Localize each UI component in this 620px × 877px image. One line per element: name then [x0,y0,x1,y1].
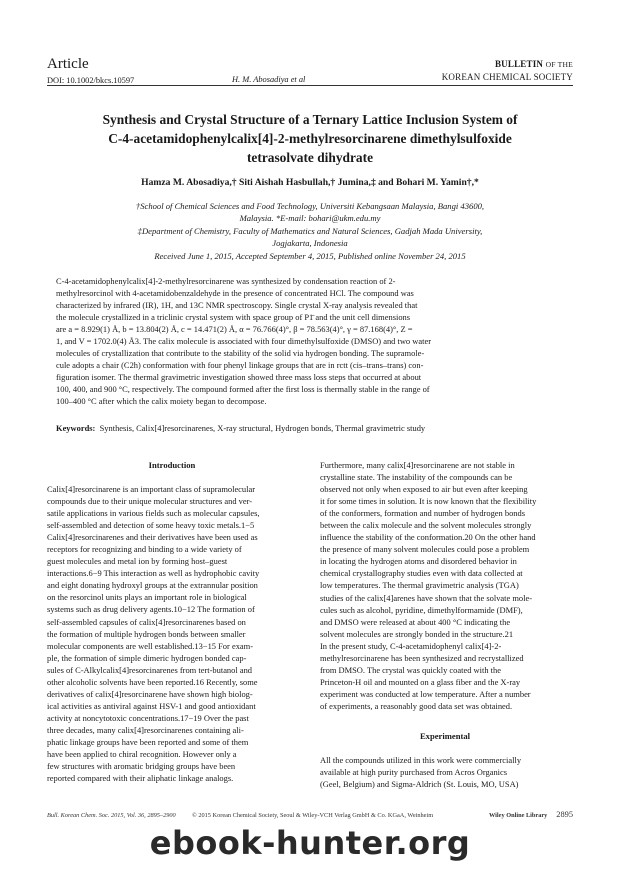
body-line: between the calix molecule and the solvent molecules strongly [320,520,532,531]
affiliation-line: ‡Department of Chemistry, Faculty of Mathematics and Natural Sciences, Gadjah Mada University, [137,226,483,236]
body-line: Princeton-H oil and mounted on a glass fiber and the X-ray [320,676,521,687]
footer-journal-citation: Bull. Korean Chem. Soc. 2015, Vol. 36, 2895–2900 [47,812,176,819]
body-line: available at high purity purchased from Acros Organics [320,767,508,778]
journal-bulletin [442,59,573,69]
abstract-line: 1, and V = 1702.0(4) Å3. The calix molecule is associated with four dimethylsulfoxide (DMSO) and two water [56,336,431,347]
abstract-line: 100, 400, and 900 °C, respectively. The compound formed after the first loss is thermally stable in the range of [56,384,430,395]
body-line: Furthermore, many calix[4]resorcinarene are not stable in [320,460,515,470]
body-line: interactions.6−9 This interaction as well as hydrophobic cavity [47,568,260,579]
paper-title [47,110,573,167]
affiliation-line: Jogjakarta, Indonesia [272,238,348,249]
received-dates: Received June 1, 2015, Accepted September 4, 2015, Published online November 24, 2015 [154,251,466,261]
title-line: C-4-acetamidophenylcalix[4]-2-methylresorcinarene dimethylsulfoxide [108,131,512,146]
running-author: H. M. Abosadiya et al [232,75,306,84]
body-line: receptors for recognizing and binding to a wide variety of [47,544,242,555]
header-left [47,56,134,85]
affiliation-2 [47,225,573,250]
body-line: self-assembled capsules of calix[4]resorcinarenes based on [47,616,246,627]
body-line: from DMSO. The crystal was quickly coated with the [320,664,501,675]
body-line: Calix[4]resorcinarenes and their derivatives have been used as [47,532,258,543]
abstract-line: cule adopts a chair (C2h) conformation with four phenyl linkage groups that are in rctt (cis–trans–trans) con- [56,360,424,371]
body-line: In the present study, C-4-acetamidophenyl calix[4]-2- [320,640,502,651]
left-column [47,459,297,784]
body-line: on the resorcinol units plays an important role in biological [47,592,247,603]
body-line: self-assembled and detection of some heavy toxic metals.1−5 [47,520,255,531]
body-line: of experiments, a reasonably good data set was obtained. [320,700,513,711]
abstract-line: are a = 8.929(1) Å, b = 13.804(2) Å, c = 14.471(2) Å, α = 76.766(4)°, β = 78.563(4)°, γ = 87.168(4)°, Z = [56,324,413,335]
abstract-line: figuration isomer. The thermal gravimetric investigation showed three mass loss steps that occurred at about [56,372,422,383]
header-divider [47,85,573,86]
right-column [320,459,570,790]
footer-wiley-online-library: Wiley Online Library [489,812,548,819]
body-line: All the compounds utilized in this work were commercially [320,754,522,765]
body-line: Calix[4]resorcinarene is an important class of supramolecular [47,484,256,494]
section-gap [320,712,570,730]
keywords-list: Synthesis, Calix[4]resorcinarenes, X-ray structural, Hydrogen bonds, Thermal gravimetric study [99,423,426,433]
body-line: cules such as alcohol, pyridine, dimethylformamide (DMF), [320,604,523,615]
body-line: and eight donating hydroxyl groups at the extrannular position [47,580,258,591]
body-line: derivatives of calix[4]resorcinarene have shown high biolog- [47,688,253,699]
body-line: molecular components are well established.13−15 For exam- [47,640,254,651]
body-line: solvent molecules are strongly bonded in the structure.21 [320,628,514,639]
abstract-line: the molecule crystallized in a triclinic crystal system with space group of P1̄ and the unit cell dimensions [56,312,411,323]
keywords-label: Keywords: [56,423,96,433]
affiliation-line: †School of Chemical Sciences and Food Technology, Universiti Kebangsaan Malaysia, Bangi 43600, [135,201,485,211]
abstract-line: C-4-acetamidophenylcalix[4]-2-methylresorcinarene was synthesized by condensation reaction of 2- [56,276,396,286]
body-line: crystalline state. The instability of the compounds can be [320,472,513,483]
abstract-line: methylresorcinol with 4-acetamidobenzaldehyde in the presence of concentrated HCl. The compound was [56,288,414,299]
body-line: few structures with aromatic bridging groups have been [47,761,236,772]
body-line: methylresorcinarene has been synthesized and recrystallized [320,652,524,663]
abstract-line: 100–400 °C after which the calix moiety began to decompose. [56,396,267,407]
keywords [56,423,566,433]
body-line: other alcoholic solvents have been reported.16 Recently, some [47,676,258,687]
abstract [56,275,566,408]
body-line: the formation of multiple hydrogen bonds between smaller [47,628,246,639]
body-line: influence the stability of the conformation.20 On the other hand [320,532,536,543]
body-line: compounds due to their unique molecular structures and ver- [47,496,253,507]
journal-society: KOREAN CHEMICAL SOCIETY [441,72,573,82]
body-line: the presence of many solvent molecules could pose a problem [320,544,530,555]
affiliation-line: Malaysia. *E-mail: bohari@ukm.edu.my [239,213,381,224]
footer-copyright: © 2015 Korean Chemical Society, Seoul & Wiley-VCH Verlag GmbH & Co. KGaA, Weinheim [192,812,434,819]
body-line: sules of C-Alkylcalix[4]resorcinarenes from tert-butanol and [47,664,253,675]
article-type-label: Article [47,56,89,72]
body-line: low temperatures. The thermal gravimetric analysis (TGA) [320,580,519,591]
section-heading-experimental: Experimental [419,730,471,741]
body-line: three decades, many calix[4]resorcinarenes containing ali- [47,724,244,735]
body-line: reported compared with their aliphatic linkage analogs. [47,773,234,784]
body-line: systems such as drug delivery agents.10−12 The formation of [47,604,255,615]
abstract-line: characterized by infrared (IR), 1H, and 13C NMR spectroscopy. Single crystal X-ray analysis revealed that [56,300,418,311]
body-line: chemical crystallography studies even with data collected at [320,568,523,579]
body-line: (Geel, Belgium) and Sigma-Aldrich (St. Louis, MO, USA) [320,779,519,790]
body-line: of the conformers, formation and number of hydrogen bonds [320,508,526,519]
body-line: phatic linkage groups have been reported and some of them [47,736,249,747]
title-line: Synthesis and Crystal Structure of a Ternary Lattice Inclusion System of [102,112,518,127]
body-line: it for some times in solution. It is now known that the flexibility [320,496,537,507]
section-heading-introduction: Introduction [148,460,196,470]
body-line: observed not only when exposed to air but even after keeping [320,484,528,495]
body-line: activity at noncytotoxic concentrations.17−19 Over the past [47,712,249,723]
author-list: Hamza M. Abosadiya,† Siti Aishah Hasbullah,† Jumina,‡ and Bohari M. Yamin†,* [141,177,479,188]
doi-text: DOI: 10.1002/bkcs.10597 [47,76,135,85]
page-number: 2895 [556,810,573,819]
body-line: studies of the calix[4]arenes have shown that the solvate mole- [320,592,533,603]
body-line: ical activities as antiviral against HSV-1 and good antioxidant [47,700,256,711]
body-line: have been applied to chiral recognition. However only a [47,749,237,760]
journal-masthead [442,59,573,82]
body-line: and DMSO were released at about 400 °C indicating the [320,616,511,627]
affiliation-1 [47,200,573,225]
body-line: ple, the formation of simple dimeric hydrogen bonded cap- [47,652,247,663]
journal-of-the: OF THE [545,60,573,69]
journal-bulletin-word: BULLETIN [494,59,544,69]
body-line: in locating the hydrogen atoms and disordered behavior in [320,556,517,567]
title-line: tetrasolvate dihydrate [246,150,374,165]
abstract-line: molecules of crystallization that contribute to the stability of the solid via hydrogen bonding. The supramole- [56,348,425,359]
body-line: guest molecules and metal ion by forming host–guest [47,556,228,567]
watermark: ebook-hunter.org [149,824,471,862]
body-line: satile applications in various fields such as molecular capsules, [47,508,260,519]
body-line: experiment was conducted at low temperature. After a number [320,688,531,699]
